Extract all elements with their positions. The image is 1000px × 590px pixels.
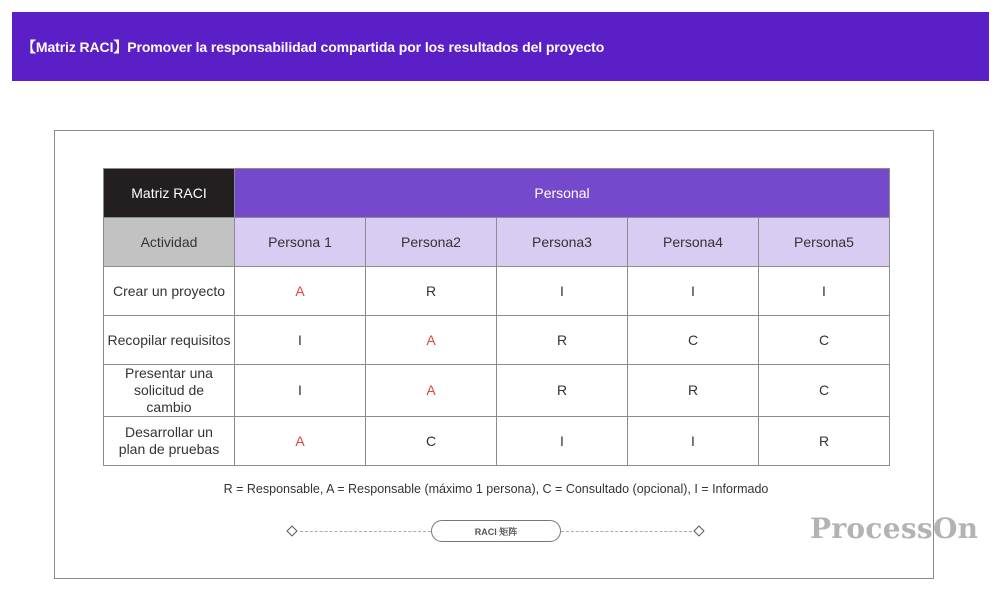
table-header-row <box>104 169 890 218</box>
caption-right-line <box>561 531 692 532</box>
raci-cell: C <box>628 316 759 365</box>
raci-cell: R <box>759 417 890 466</box>
personal-group-header: Personal <box>235 169 890 218</box>
table-row <box>104 417 890 466</box>
page-title: 【Matriz RACI】Promover la responsabilidad compartida por los resultados del proyecto <box>22 38 605 55</box>
raci-cell: I <box>628 417 759 466</box>
raci-cell: I <box>628 267 759 316</box>
raci-cell: I <box>759 267 890 316</box>
header-bar <box>12 12 989 81</box>
caption-pill: RACI 矩阵 <box>431 520 561 542</box>
table-subheader-row <box>104 218 890 267</box>
activity-cell: Presentar una solicitud de cambio <box>104 365 235 417</box>
table-row <box>104 316 890 365</box>
raci-cell: I <box>497 267 628 316</box>
person-column-header: Persona5 <box>759 218 890 267</box>
raci-cell: A <box>235 417 366 466</box>
activity-cell: Recopilar requisitos <box>104 316 235 365</box>
activity-cell: Desarrollar un plan de pruebas <box>104 417 235 466</box>
person-column-header: Persona4 <box>628 218 759 267</box>
raci-cell: A <box>366 365 497 417</box>
raci-cell: C <box>366 417 497 466</box>
raci-matrix-table <box>103 168 890 466</box>
table-row <box>104 267 890 316</box>
corner-cell: Matriz RACI <box>104 169 235 218</box>
raci-legend: R = Responsable, A = Responsable (máximo 1 persona), C = Consultado (opcional), I = Informado <box>223 482 769 496</box>
person-column-header: Persona2 <box>366 218 497 267</box>
activity-cell: Crear un proyecto <box>104 267 235 316</box>
raci-cell: R <box>497 365 628 417</box>
person-column-header: Persona3 <box>497 218 628 267</box>
raci-cell: I <box>497 417 628 466</box>
table-row <box>104 365 890 417</box>
raci-cell: I <box>235 316 366 365</box>
raci-cell: R <box>366 267 497 316</box>
raci-cell: R <box>628 365 759 417</box>
processon-watermark: ProcessOn <box>810 512 979 545</box>
raci-cell: A <box>366 316 497 365</box>
raci-cell: R <box>497 316 628 365</box>
raci-cell: I <box>235 365 366 417</box>
raci-cell: A <box>235 267 366 316</box>
activity-column-header: Actividad <box>104 218 235 267</box>
raci-cell: C <box>759 316 890 365</box>
person-column-header: Persona 1 <box>235 218 366 267</box>
raci-cell: C <box>759 365 890 417</box>
caption-left-line <box>300 531 431 532</box>
